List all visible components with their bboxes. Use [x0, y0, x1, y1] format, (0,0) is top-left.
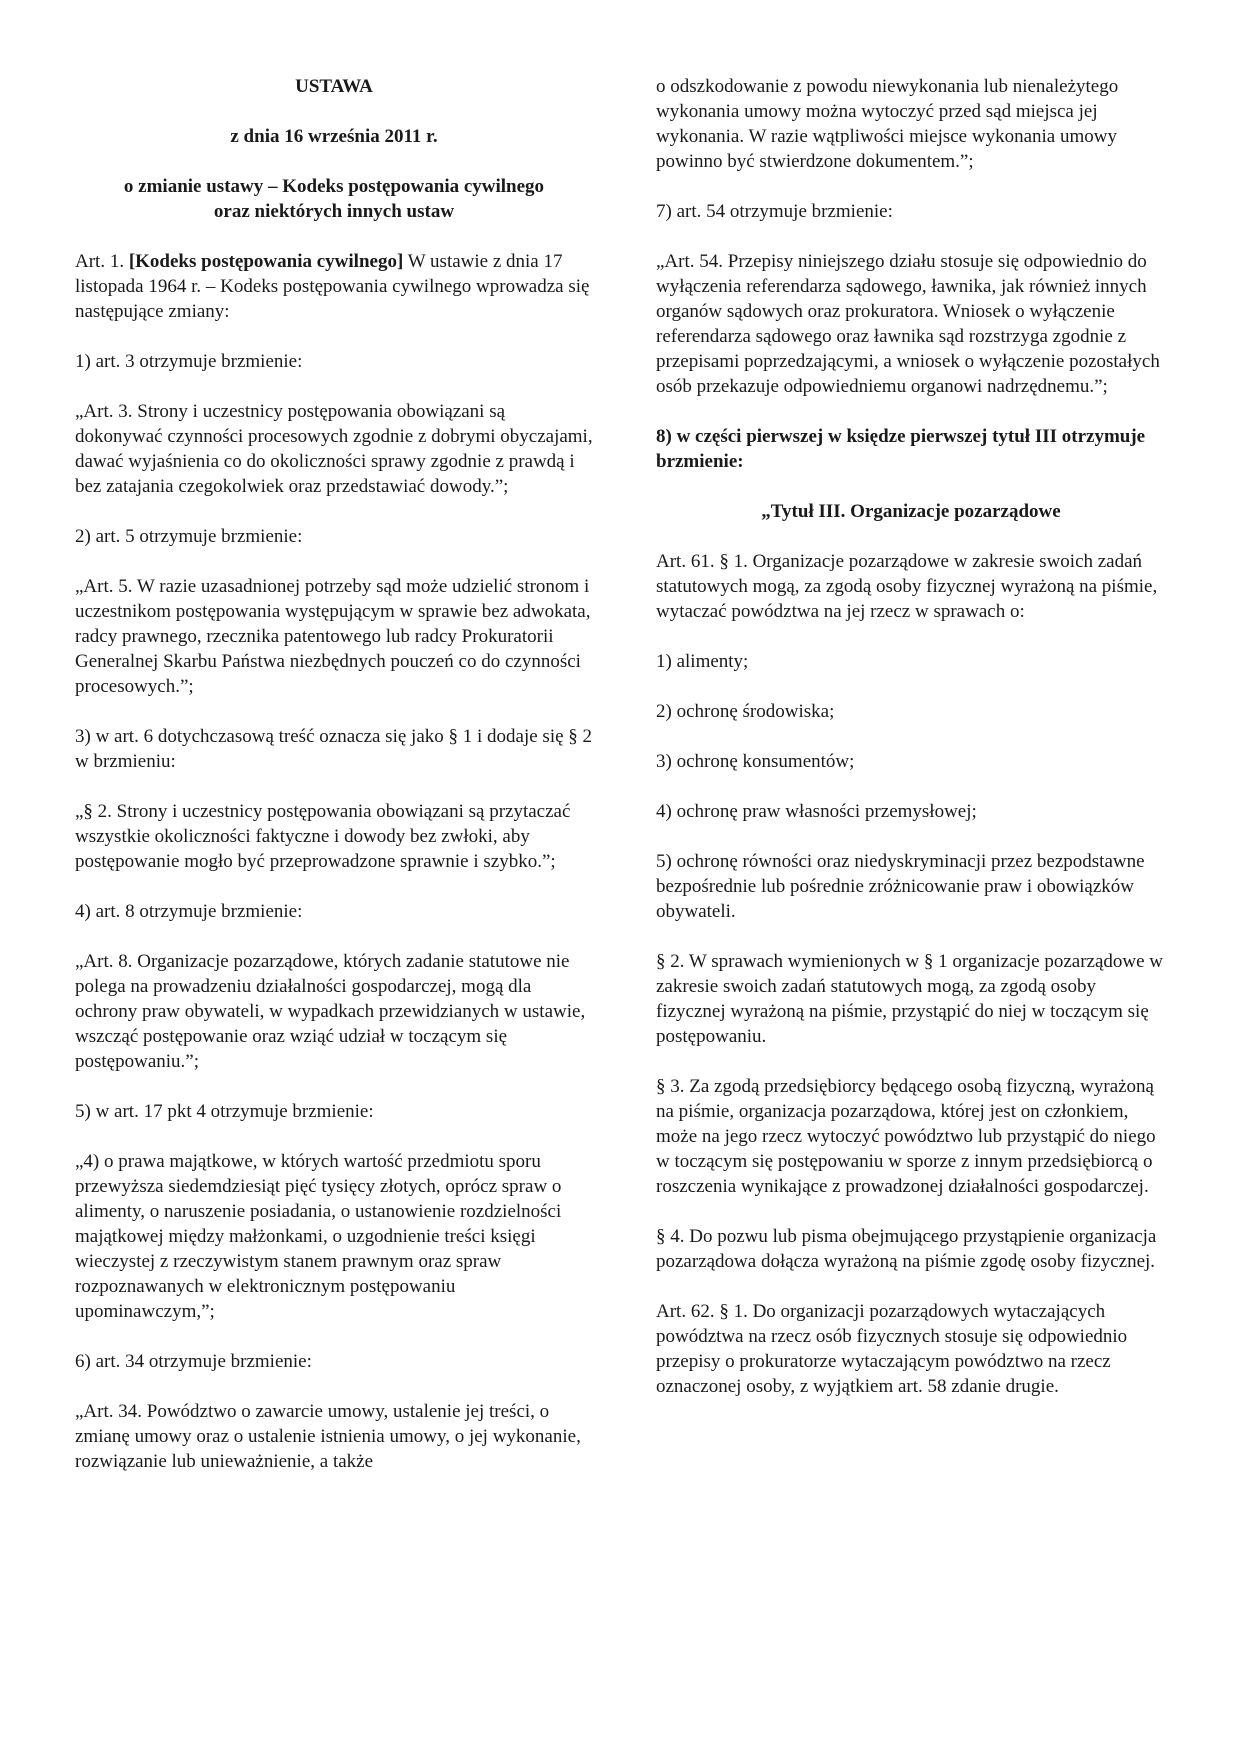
article-1-paragraph	[75, 249, 593, 324]
article-1-text: W ustawie z dnia 17 listopada 1964 r. – Kodeks postępowania cywilnego wprowadza się następujące zmiany:	[75, 251, 590, 322]
act-subject-line2: oraz niektórych innych ustaw	[213, 201, 455, 222]
list-item: 4) ochronę praw własności przemysłowej;	[656, 801, 977, 822]
paragraph: „Art. 5. W razie uzasadnionej potrzeby sąd może udzielić stronom i uczestnikom postępowania występującym w sprawie bez adwokata, radcy prawnego, rzecznika patentowego lub radcy Prokuratorii Generalnej Skarbu Państwa niezbędnych pouczeń co do czynności procesowych.”;	[75, 576, 591, 697]
paragraph: „4) o prawa majątkowe, w których wartość przedmiotu sporu przewyższa siedemdziesiąt pięć tysięcy złotych, oprócz spraw o alimenty, o naruszenie posiadania, o ustanowienie rozdzielności majątkowej między małżonkami, o uzgodnienie treści księgi wieczystej z rzeczywistym stanem prawnym oraz spraw rozpoznawanych w elektronicznym postępowaniu upominawczym,”;	[75, 1151, 562, 1322]
list-item: 3) ochronę konsumentów;	[656, 751, 855, 772]
paragraph: „§ 2. Strony i uczestnicy postępowania obowiązani są przytaczać wszystkie okoliczności faktyczne i dowody bez zwłoki, aby postępowanie mogło być przeprowadzone sprawnie i szybko.”;	[75, 801, 571, 872]
left-column	[75, 74, 593, 1499]
paragraph: 6) art. 34 otrzymuje brzmienie:	[75, 1351, 312, 1372]
section-heading: „Tytuł III. Organizacje pozarządowe	[761, 501, 1061, 522]
paragraph: 7) art. 54 otrzymuje brzmienie:	[656, 201, 893, 222]
document-header	[75, 74, 593, 224]
paragraph: § 3. Za zgodą przedsiębiorcy będącego osobą fizyczną, wyrażoną na piśmie, organizacja pozarządowa, której jest on członkiem, może na jego rzecz wytoczyć powództwo lub przystąpić do niego w toczącym się postępowaniu w sporze z innym przedsiębiorcą o roszczenia wynikające z prowadzonej działalności gospodarczej.	[656, 1076, 1156, 1197]
paragraph: Art. 62. § 1. Do organizacji pozarządowych wytaczających powództwa na rzecz osób fizycznych stosuje się odpowiednio przepisy o prokuratorze wytaczającym powództwo na rzecz oznaczonej osoby, z wyjątkiem art. 58 zdanie drugie.	[656, 1301, 1128, 1397]
paragraph: 3) w art. 6 dotychczasową treść oznacza się jako § 1 i dodaje się § 2 w brzmieniu:	[75, 726, 593, 772]
paragraph: 2) art. 5 otrzymuje brzmienie:	[75, 526, 303, 547]
act-date: z dnia 16 września 2011 r.	[230, 126, 438, 147]
article-1-bold-title: [Kodeks postępowania cywilnego]	[128, 251, 404, 272]
list-item: 5) ochronę równości oraz niedyskryminacji przez bezpodstawne bezpośrednie lub pośrednie zróżnicowanie praw i obowiązków obywateli.	[656, 851, 1145, 922]
right-column	[656, 74, 1166, 1424]
paragraph: 1) art. 3 otrzymuje brzmienie:	[75, 351, 303, 372]
act-subject-line1: o zmianie ustawy – Kodeks postępowania cywilnego	[123, 176, 545, 197]
paragraph: § 4. Do pozwu lub pisma obejmującego przystąpienie organizacja pozarządowa dołącza wyrażoną na piśmie zgodę osoby fizycznej.	[656, 1226, 1157, 1272]
act-title: USTAWA	[295, 76, 373, 97]
paragraph: o odszkodowanie z powodu niewykonania lub nienależytego wykonania umowy można wytoczyć przed sąd miejsca jej wykonania. W razie wątpliwości miejsce wykonania umowy powinno być stwierdzone dokumentem.”;	[656, 76, 1119, 172]
paragraph: „Art. 34. Powództwo o zawarcie umowy, ustalenie jej treści, o zmianę umowy oraz o ustalenie istnienia umowy, o jej wykonanie, rozwiązanie lub unieważnienie, a także	[75, 1401, 581, 1472]
paragraph-bold: 8) w części pierwszej w księdze pierwszej tytuł III otrzymuje brzmienie:	[656, 426, 1146, 472]
paragraph: 4) art. 8 otrzymuje brzmienie:	[75, 901, 303, 922]
list-item: 1) alimenty;	[656, 651, 749, 672]
list-item: 2) ochronę środowiska;	[656, 701, 835, 722]
act-subject	[75, 174, 593, 224]
paragraph: 5) w art. 17 pkt 4 otrzymuje brzmienie:	[75, 1101, 374, 1122]
paragraph: § 2. W sprawach wymienionych w § 1 organizacje pozarządowe w zakresie swoich zadań statutowych mogą, za zgodą osoby fizycznej wyrażoną na piśmie, przystąpić do niej w toczącym się postępowaniu.	[656, 951, 1164, 1047]
article-1-prefix: Art. 1.	[75, 251, 129, 272]
paragraph: Art. 61. § 1. Organizacje pozarządowe w zakresie swoich zadań statutowych mogą, za zgodą osoby fizycznej wyrażoną na piśmie, wytaczać powództwa na jej rzecz w sprawach o:	[656, 551, 1158, 622]
paragraph: „Art. 3. Strony i uczestnicy postępowania obowiązani są dokonywać czynności procesowych zgodnie z dobrymi obyczajami, dawać wyjaśnienia co do okoliczności sprawy zgodnie z prawdą i bez zatajania czegokolwiek oraz przedstawiać dowody.”;	[75, 401, 593, 497]
paragraph: „Art. 8. Organizacje pozarządowe, których zadanie statutowe nie polega na prowadzeniu działalności gospodarczej, mogą dla ochrony praw obywateli, w wypadkach przewidzianych w ustawie, wszcząć postępowanie oraz wziąć udział w toczącym się postępowaniu.”;	[75, 951, 586, 1072]
paragraph: „Art. 54. Przepisy niniejszego działu stosuje się odpowiednio do wyłączenia referendarza sądowego, ławnika, jak również innych organów sądowych oraz prokuratora. Wniosek o wyłączenie referendarza sądowego oraz ławnika sąd rozstrzyga zgodnie z przepisami poprzedzającymi, a wniosek o wyłączenie pozostałych osób przekazuje odpowiedniemu organowi nadrzędnemu.”;	[656, 251, 1160, 397]
